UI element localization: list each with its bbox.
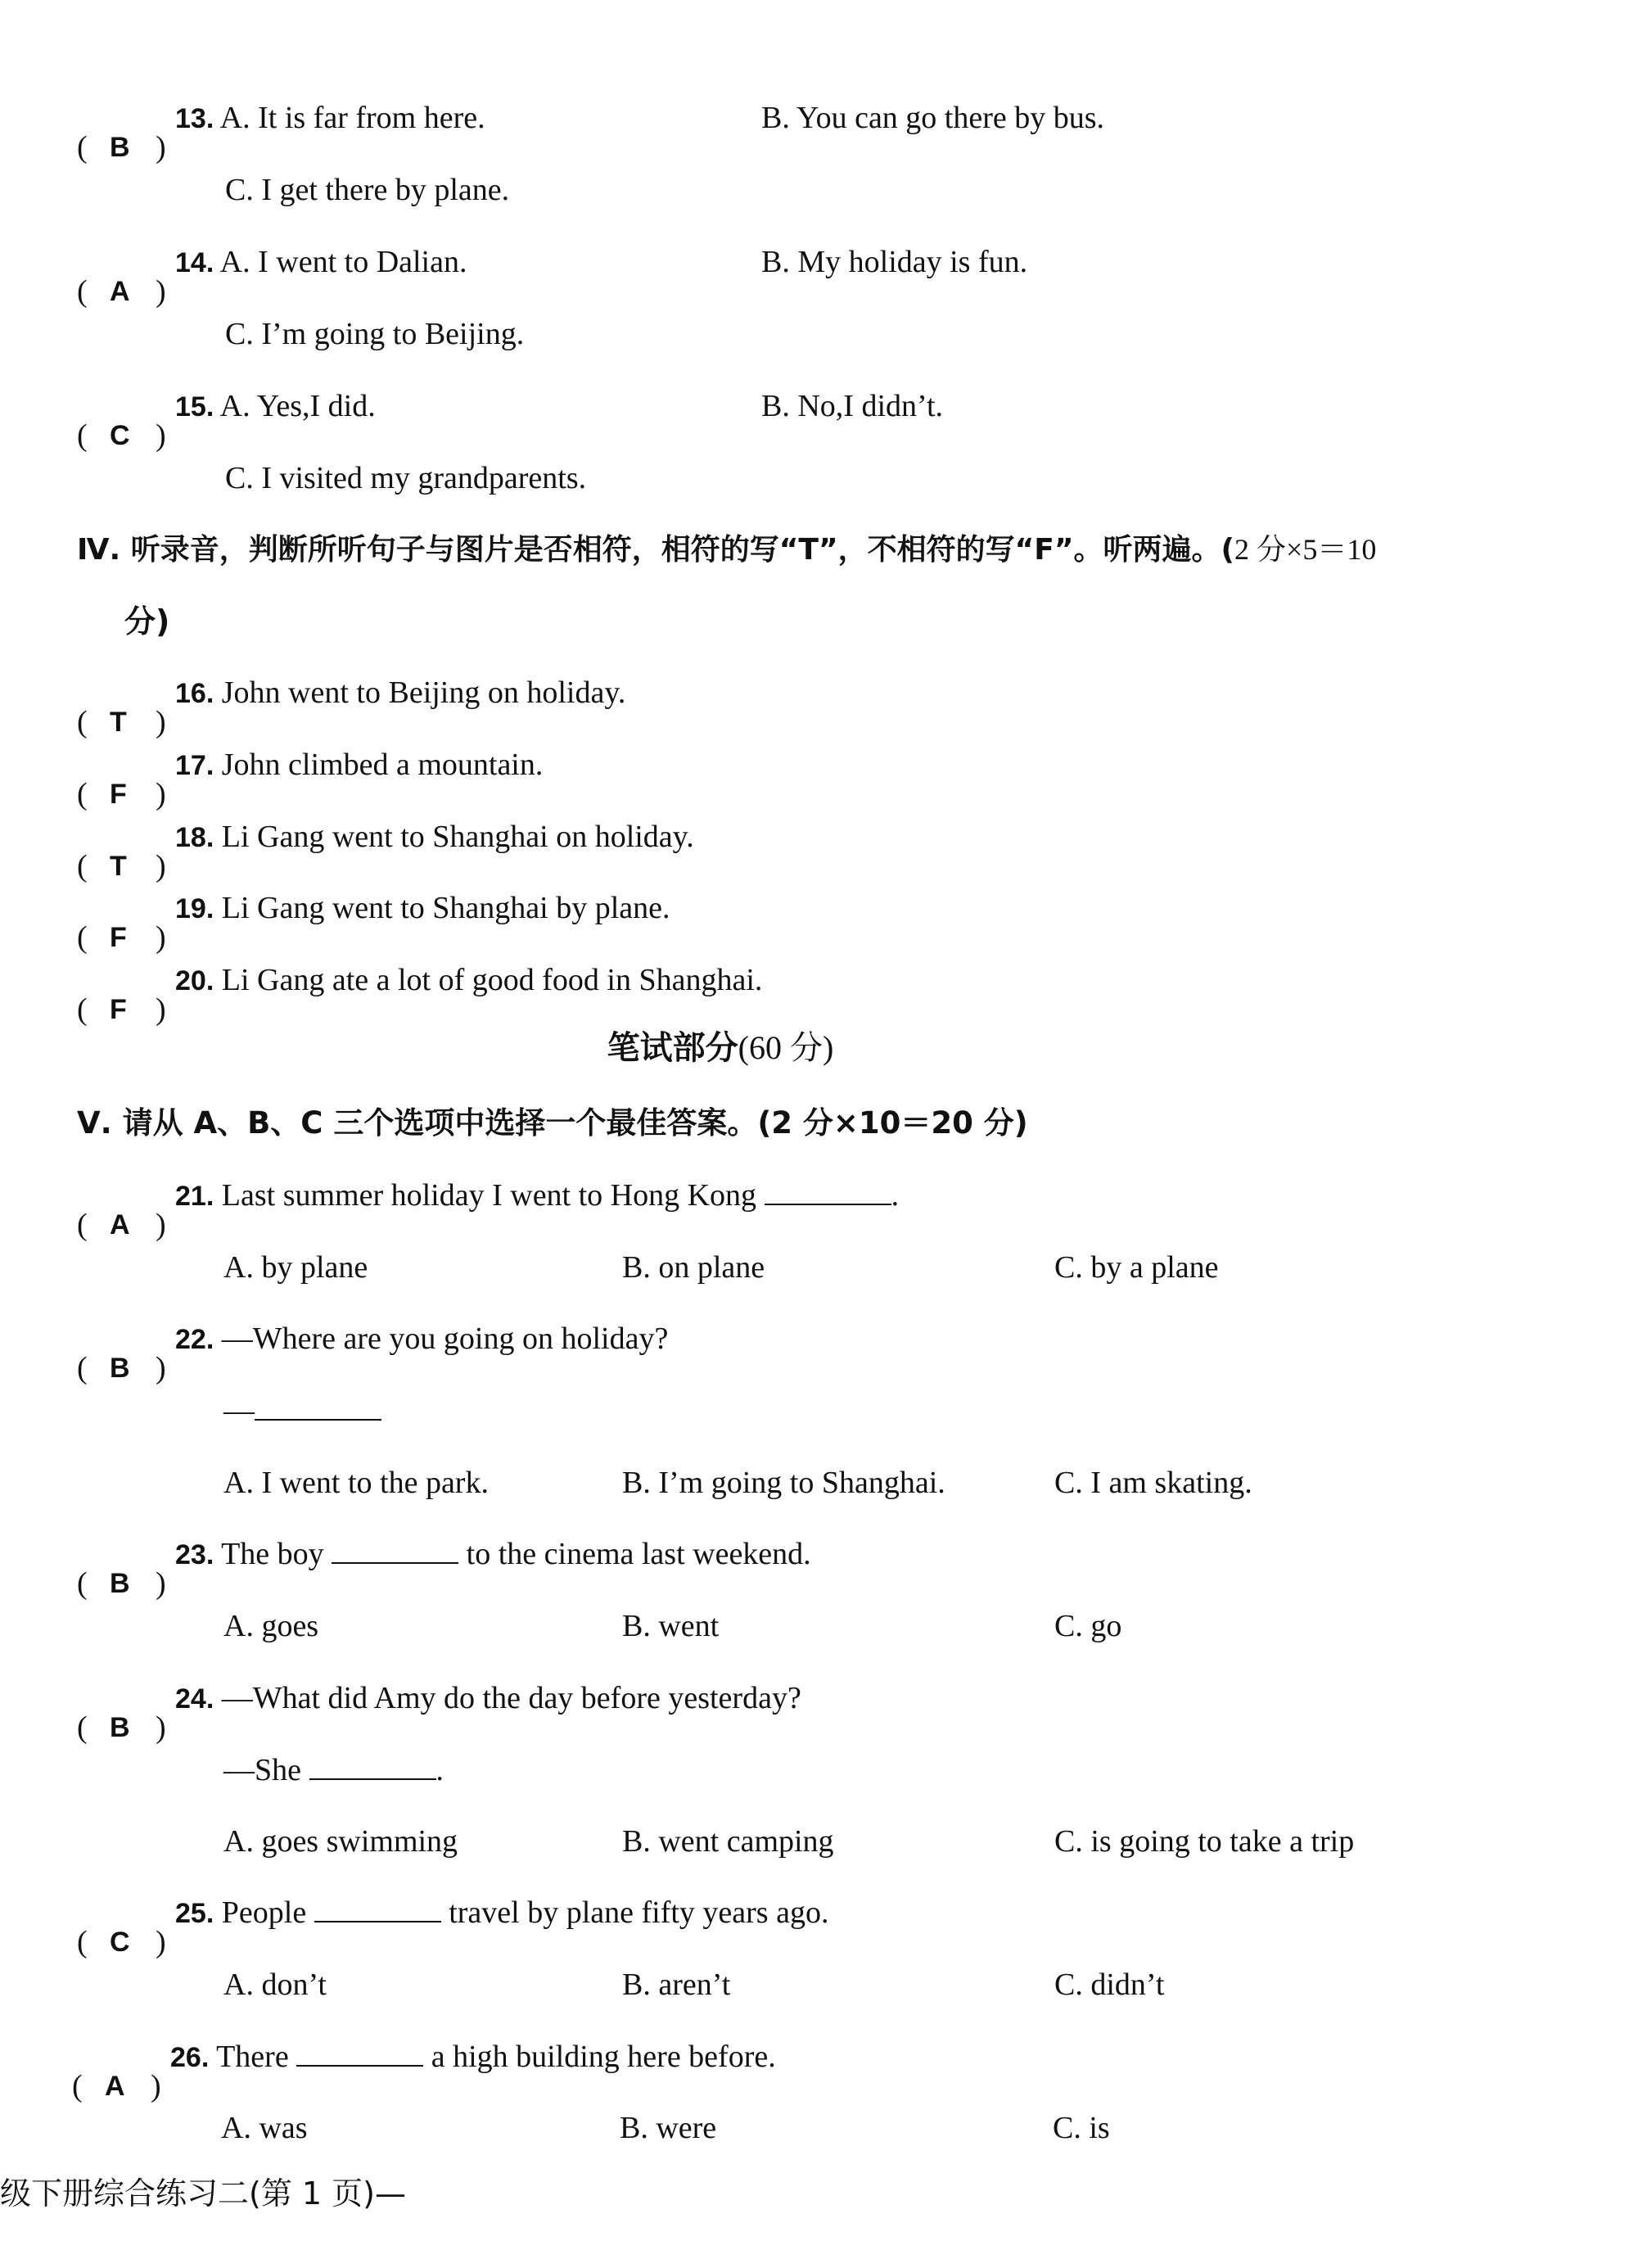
section-4-label: Ⅳ. 听录音，判断所听句子与图片是否相符，相符的写“T”，不相符的写“F”。听两遍。(	[77, 533, 1235, 567]
answer-16: T	[110, 707, 127, 738]
section-4-heading-cont: 分)	[124, 603, 170, 639]
answer-23: B	[110, 1568, 130, 1599]
answer-14: A	[110, 276, 130, 307]
question-text: Last summer holiday I went to Hong Kong	[221, 1178, 765, 1213]
reply-line	[223, 1391, 381, 1430]
answer-26: A	[105, 2071, 125, 2102]
question-text-end: a high building here before.	[423, 2040, 776, 2074]
question-23: ( B ) 23. The boy to the cinema last weekend.	[77, 1534, 811, 1574]
option-c: C. go	[1054, 1609, 1122, 1643]
answer-blank	[332, 1538, 458, 1564]
option-b: B. My holiday is fun.	[761, 245, 1028, 279]
question-22: ( B ) 22. —Where are you going on holiday?	[77, 1319, 668, 1359]
option-b: B. No,I didn’t.	[761, 389, 944, 423]
answer-18: T	[110, 851, 127, 882]
option-a: A. I went to Dalian.	[219, 245, 467, 279]
question-text: People	[221, 1895, 314, 1930]
question-text: John climbed a mountain.	[221, 748, 544, 782]
question-16: ( T ) 16. John went to Beijing on holiday.	[77, 673, 625, 713]
option-a: A. by plane	[223, 1250, 368, 1285]
question-15: ( C ) 15. A. Yes,I did.	[77, 386, 376, 427]
question-text-end: travel by plane fifty years ago.	[440, 1895, 829, 1930]
option-c: C. is going to take a trip	[1054, 1824, 1355, 1859]
question-13: ( B ) 13. A. It is far from here.	[77, 98, 485, 138]
option-c: C. didn’t	[1054, 1968, 1165, 2002]
question-19: ( F ) 19. Li Gang went to Shanghai by plane.	[77, 888, 670, 928]
question-26: ( A ) 26. There a high building here before.	[72, 2037, 776, 2077]
written-part-title	[0, 1028, 1441, 1068]
option-c: C. I’m going to Beijing.	[225, 317, 525, 351]
question-17: ( F ) 17. John climbed a mountain.	[77, 745, 543, 785]
section-4-heading	[77, 530, 1376, 570]
question-text: Li Gang went to Shanghai on holiday.	[221, 820, 694, 854]
option-c: C. I get there by plane.	[225, 173, 510, 207]
question-number: 26.	[170, 2042, 210, 2073]
question-14: ( A ) 14. A. I went to Dalian.	[77, 242, 467, 282]
answer-17: F	[110, 779, 127, 810]
answer-blank	[309, 1754, 436, 1780]
option-b: B. were	[620, 2111, 717, 2145]
question-text-end: to the cinema last weekend.	[458, 1537, 811, 1571]
question-text: The boy	[221, 1537, 332, 1571]
answer-24: B	[110, 1712, 130, 1743]
question-number: 15.	[175, 391, 214, 422]
answer-25: C	[110, 1927, 130, 1958]
question-number: 16.	[175, 678, 214, 709]
answer-15: C	[110, 420, 130, 451]
answer-20: F	[110, 994, 127, 1025]
option-c: C. I am skating.	[1054, 1466, 1252, 1500]
question-number: 25.	[175, 1898, 214, 1929]
option-c: C. by a plane	[1054, 1250, 1219, 1285]
page-footer: 级下册综合练习二(第 1 页)—	[0, 2175, 406, 2212]
question-number: 20.	[175, 965, 214, 996]
answer-21: A	[110, 1209, 130, 1240]
question-text: Li Gang went to Shanghai by plane.	[221, 891, 670, 925]
option-b: B. You can go there by bus.	[761, 101, 1105, 135]
answer-blank	[296, 2040, 423, 2067]
written-title-score: (60 分)	[738, 1029, 834, 1066]
question-text: —Where are you going on holiday?	[221, 1321, 669, 1356]
option-a: A. goes swimming	[223, 1824, 458, 1859]
reply-line	[223, 1751, 444, 1790]
question-text: There	[216, 2040, 297, 2074]
reply-end: .	[435, 1753, 444, 1787]
answer-19: F	[110, 922, 127, 953]
question-20: ( F ) 20. Li Gang ate a lot of good food in Shanghai.	[77, 960, 762, 1001]
answer-22: B	[110, 1353, 130, 1384]
question-number: 23.	[175, 1539, 214, 1570]
option-a: A. It is far from here.	[219, 101, 485, 135]
question-number: 24.	[175, 1683, 214, 1715]
question-24: ( B ) 24. —What did Amy do the day before yesterday?	[77, 1678, 801, 1719]
option-c: C. is	[1053, 2111, 1110, 2145]
option-b: B. went camping	[622, 1824, 834, 1859]
option-a: A. I went to the park.	[223, 1466, 489, 1500]
written-title-text: 笔试部分	[607, 1029, 738, 1067]
question-number: 13.	[175, 103, 214, 134]
answer-blank	[255, 1394, 381, 1421]
question-number: 19.	[175, 893, 214, 924]
option-b: B. went	[622, 1609, 720, 1643]
option-b: B. on plane	[622, 1250, 765, 1285]
section-5-heading: Ⅴ. 请从 A、B、C 三个选项中选择一个最佳答案。(2 分×10＝20 分)	[77, 1105, 1028, 1141]
option-b: B. aren’t	[622, 1968, 731, 2002]
option-a: A. goes	[223, 1609, 319, 1643]
question-18: ( T ) 18. Li Gang went to Shanghai on holiday.	[77, 817, 694, 857]
option-c: C. I visited my grandparents.	[225, 461, 587, 495]
question-25: ( C ) 25. People travel by plane fifty years ago.	[77, 1893, 828, 1933]
question-text: John went to Beijing on holiday.	[221, 675, 626, 710]
answer-blank	[314, 1896, 441, 1922]
question-21: ( A ) 21. Last summer holiday I went to Hong Kong .	[77, 1176, 899, 1216]
option-a: A. Yes,I did.	[219, 389, 376, 423]
section-4-score: 2 分×5＝10	[1234, 533, 1377, 566]
question-text: —What did Amy do the day before yesterday?	[221, 1681, 801, 1715]
question-number: 22.	[175, 1324, 214, 1355]
option-a: A. don’t	[223, 1968, 327, 2002]
option-a: A. was	[221, 2111, 308, 2145]
question-number: 14.	[175, 247, 214, 278]
reply-dash: —	[223, 1394, 255, 1428]
question-number: 17.	[175, 750, 214, 781]
option-b: B. I’m going to Shanghai.	[622, 1466, 945, 1500]
question-number: 18.	[175, 822, 214, 853]
question-number: 21.	[175, 1181, 214, 1212]
reply-text: —She	[223, 1753, 309, 1787]
answer-blank	[765, 1179, 891, 1205]
question-text: Li Gang ate a lot of good food in Shanghai.	[221, 963, 763, 997]
question-text-end: .	[891, 1178, 900, 1213]
answer-13: B	[110, 132, 130, 163]
